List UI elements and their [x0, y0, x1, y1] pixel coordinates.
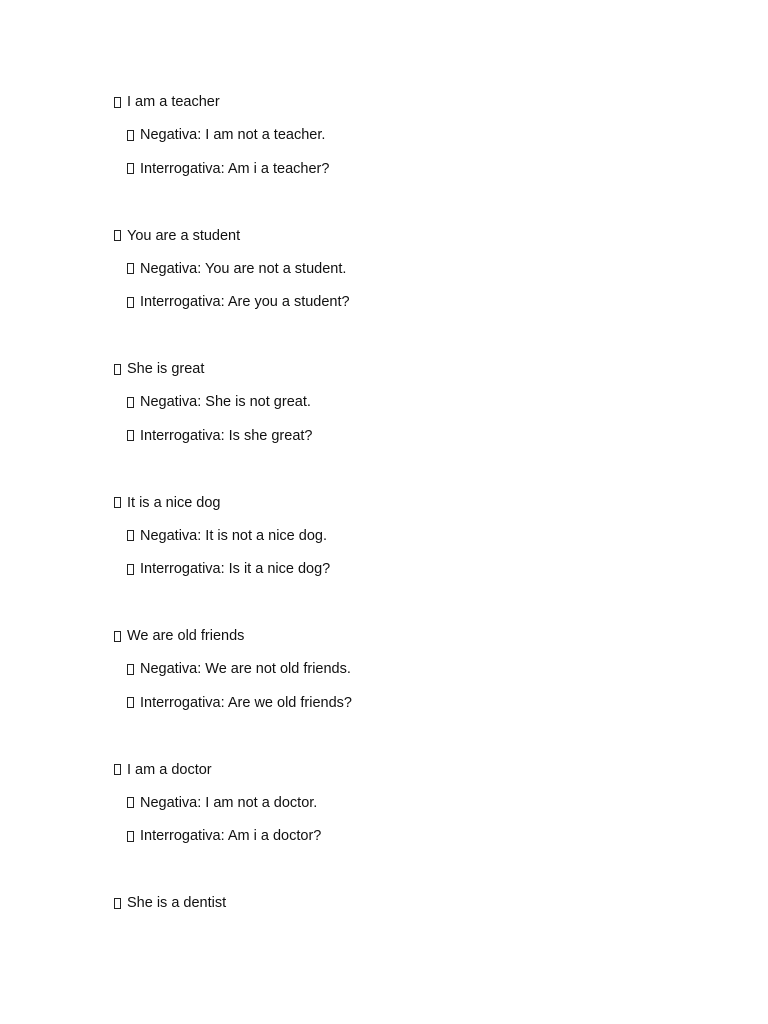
bullet-box-icon — [127, 397, 134, 408]
statement-line — [114, 893, 226, 913]
statement-text: You are a student — [127, 227, 241, 244]
negative-line — [127, 793, 321, 813]
question-line — [127, 159, 329, 179]
bullet-box-icon — [114, 230, 121, 241]
statement-line — [114, 493, 330, 513]
statement-text: We are old friends — [127, 628, 245, 644]
statement-line — [114, 626, 352, 646]
negative-text: Negativa: It is not a nice dog. — [140, 527, 327, 544]
exercise-item — [114, 92, 329, 179]
bullet-box-icon — [127, 263, 134, 274]
negative-text: Negativa: She is not great. — [140, 394, 311, 411]
exercise-item — [114, 493, 330, 580]
question-text: Interrogativa: Are you a student? — [140, 294, 350, 311]
bullet-box-icon — [127, 297, 134, 308]
negative-text: Negativa: I am not a doctor. — [140, 794, 318, 811]
question-line — [127, 559, 330, 579]
negative-line — [127, 125, 329, 145]
bullet-box-icon — [114, 764, 121, 775]
statement-text: I am a doctor — [127, 761, 212, 778]
exercise-item — [114, 893, 226, 913]
bullet-box-icon — [127, 530, 134, 541]
bullet-box-icon — [127, 664, 134, 675]
exercise-item — [114, 626, 352, 713]
question-line — [127, 426, 313, 446]
statement-text: She is great — [127, 361, 205, 377]
statement-line — [114, 226, 350, 246]
statement-line — [114, 92, 329, 112]
negative-line — [127, 392, 313, 412]
statement-line — [114, 359, 313, 379]
bullet-box-icon — [127, 430, 134, 441]
negative-text: Negativa: You are not a student. — [140, 260, 347, 277]
statement-line — [114, 760, 321, 780]
question-text: Interrogativa: Am i a doctor? — [140, 828, 322, 845]
question-line — [127, 292, 350, 312]
bullet-box-icon — [114, 364, 121, 375]
bullet-box-icon — [127, 564, 134, 575]
negative-line — [127, 259, 350, 279]
question-line — [127, 693, 352, 713]
statement-text: I am a teacher — [127, 94, 220, 110]
question-text: Interrogativa: Is it a nice dog? — [140, 561, 331, 578]
bullet-box-icon — [127, 697, 134, 708]
bullet-box-icon — [127, 797, 134, 808]
bullet-box-icon — [114, 898, 121, 909]
question-text: Interrogativa: Am i a teacher? — [140, 160, 330, 177]
negative-line — [127, 526, 330, 546]
question-line — [127, 826, 321, 846]
question-text: Interrogativa: Is she great? — [140, 427, 313, 444]
exercise-item — [114, 226, 350, 313]
negative-text: Negativa: We are not old friends. — [140, 661, 351, 678]
exercise-item — [114, 760, 321, 847]
bullet-box-icon — [127, 163, 134, 174]
question-text: Interrogativa: Are we old friends? — [140, 694, 352, 711]
bullet-box-icon — [114, 497, 121, 508]
negative-text: Negativa: I am not a teacher. — [140, 127, 326, 144]
statement-text: It is a nice dog — [127, 494, 221, 511]
statement-text: She is a dentist — [127, 895, 227, 911]
bullet-box-icon — [127, 831, 134, 842]
bullet-box-icon — [114, 97, 121, 108]
bullet-box-icon — [127, 130, 134, 141]
negative-line — [127, 659, 352, 679]
bullet-box-icon — [114, 631, 121, 642]
exercise-item — [114, 359, 313, 446]
